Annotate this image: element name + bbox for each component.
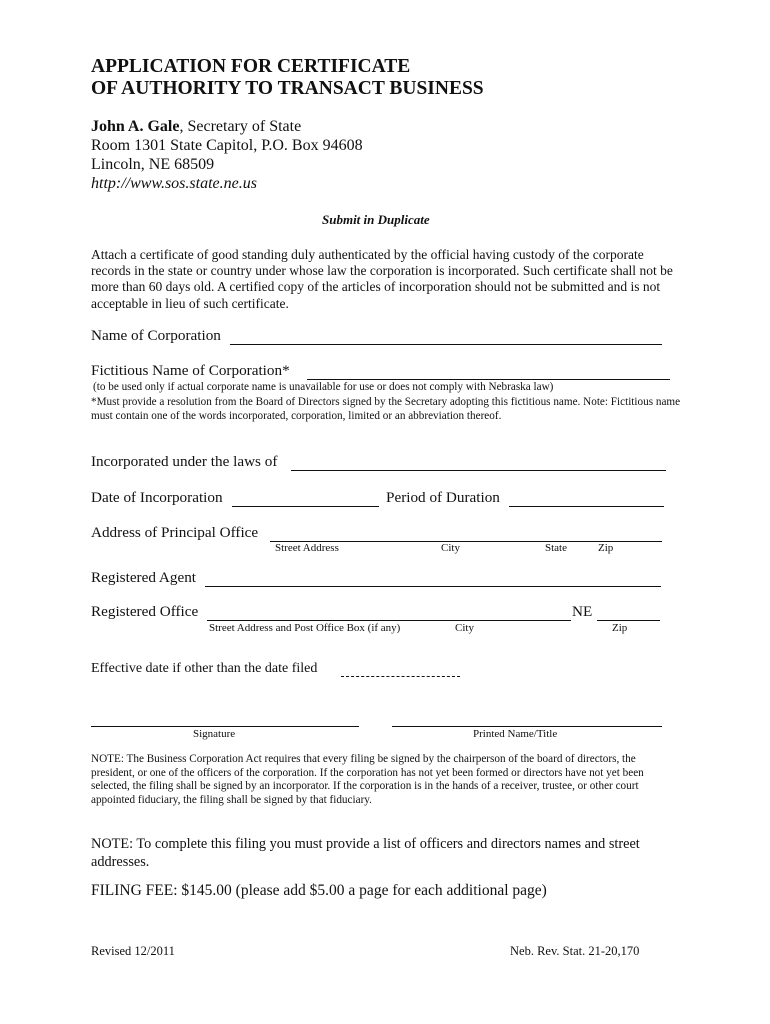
incorporated-under-line[interactable] [291, 470, 666, 471]
revised-date: Revised 12/2011 [91, 944, 175, 958]
name-of-corporation-label: Name of Corporation [91, 327, 221, 344]
registered-agent-line[interactable] [205, 586, 661, 587]
registered-office-state: NE [572, 603, 593, 620]
name-of-corporation-line[interactable] [230, 344, 662, 345]
effective-date-label: Effective date if other than the date filed [91, 661, 318, 676]
principal-city-caption: City [441, 542, 460, 554]
registered-office-zip-line[interactable] [597, 620, 660, 621]
registered-agent-label: Registered Agent [91, 569, 197, 586]
principal-office-label: Address of Principal Office [91, 524, 259, 541]
form-title-line2: OF AUTHORITY TO TRANSACT BUSINESS [91, 78, 484, 99]
signature-caption: Signature [193, 728, 236, 740]
form-title-line1: APPLICATION FOR CERTIFICATE [91, 56, 411, 77]
fictitious-name-line[interactable] [307, 379, 670, 380]
printed-name-caption: Printed Name/Title [473, 728, 558, 740]
principal-zip-caption: Zip [598, 542, 614, 554]
filing-fee: FILING FEE: $145.00 (please add $5.00 a page for each additional page) [91, 882, 547, 899]
period-of-duration-line[interactable] [509, 506, 664, 507]
registered-office-line[interactable] [207, 620, 571, 621]
submit-in-duplicate: Submit in Duplicate [322, 212, 430, 227]
office-name-line [91, 118, 301, 136]
date-of-incorporation-label: Date of Incorporation [91, 489, 223, 506]
registered-office-label: Registered Office [91, 603, 199, 620]
period-of-duration-label: Period of Duration [386, 489, 500, 506]
principal-state-caption: State [545, 542, 567, 554]
office-website: http://www.sos.state.ne.us [91, 175, 257, 192]
date-of-incorporation-line[interactable] [232, 506, 379, 507]
printed-name-line[interactable] [392, 726, 662, 727]
secretary-role: , Secretary of State [179, 118, 302, 135]
statute-reference: Neb. Rev. Stat. 21-20,170 [510, 944, 640, 958]
officers-note: NOTE: To complete this filing you must provide a list of officers and directors names and street addresses. [91, 836, 640, 870]
office-address2: Lincoln, NE 68509 [91, 156, 215, 173]
signing-note: NOTE: The Business Corporation Act requires that every filing be signed by the chairperson of the board of directors, the president, or one of the officers of the corporation. If the corporation has not yet been formed or directors have not yet been selected, the filing shall be signed by an incorporator. If the corporation is in the hands of a receiver, trustee, or other court appointed fiduciary, the filing shall be signed by that fiduciary. [91, 753, 644, 807]
principal-street-caption: Street Address [275, 542, 339, 554]
effective-date-line[interactable] [341, 676, 460, 677]
registered-zip-caption: Zip [612, 622, 628, 634]
registered-city-caption: City [455, 622, 474, 634]
fictitious-note-2: *Must provide a resolution from the Board of Directors signed by the Secretary adopting this fictitious name. Note: Fictitious name must contain one of the words incorporated, corporation, limited or an abbreviation thereof. [91, 396, 681, 422]
incorporated-under-label: Incorporated under the laws of [91, 453, 278, 470]
intro-paragraph: Attach a certificate of good standing duly authenticated by the official having custody of the corporate records in the state or country under whose law the corporation is incorporated. Such certificate shall not be more than 60 days old. A certified copy of the articles of incorporation should not be submitted and is not acceptable in lieu of such certificate. [91, 247, 673, 311]
office-address1: Room 1301 State Capitol, P.O. Box 94608 [91, 137, 363, 154]
fictitious-name-label: Fictitious Name of Corporation* [91, 362, 290, 379]
secretary-name: John A. Gale [91, 118, 180, 135]
registered-street-caption: Street Address and Post Office Box (if any) [209, 622, 401, 634]
fictitious-note-1: (to be used only if actual corporate name is unavailable for use or does not comply with Nebraska law) [93, 381, 554, 393]
signature-line[interactable] [91, 726, 359, 727]
